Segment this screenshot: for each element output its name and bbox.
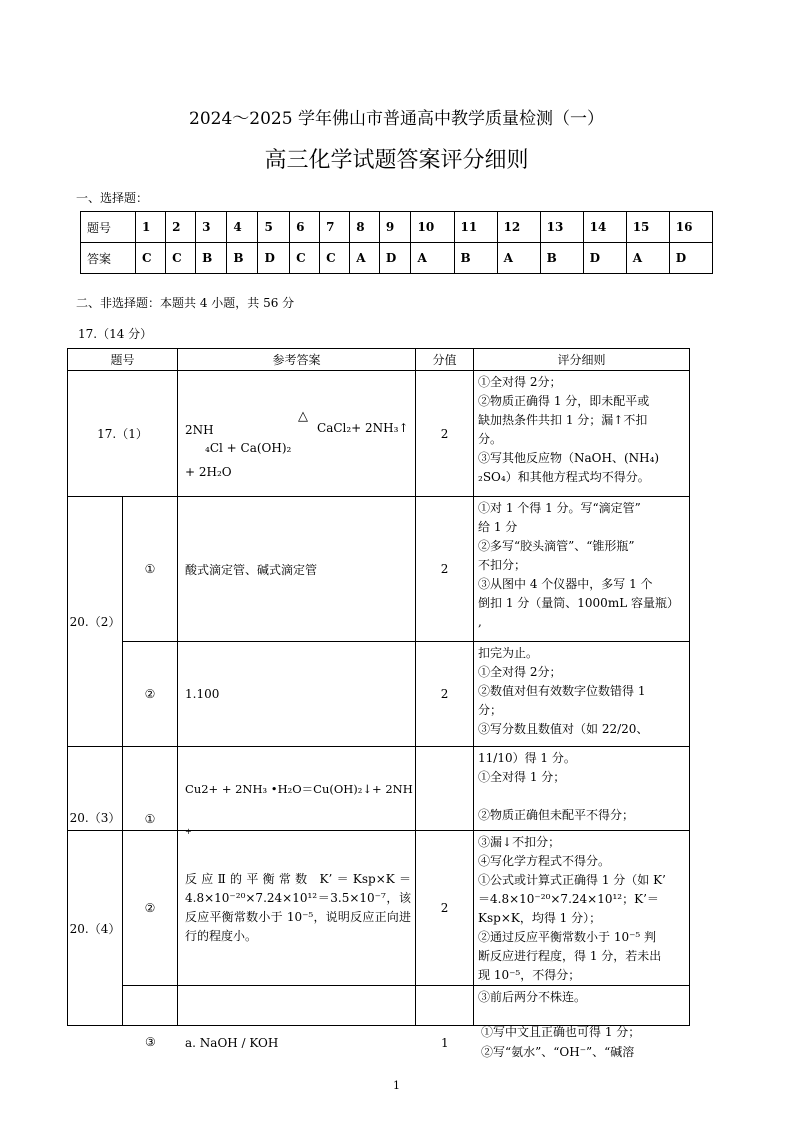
page-number: 1 [393,1079,400,1092]
answer-cell: D [583,243,626,274]
equation-part: + 2H₂O [185,465,232,479]
question-number-cell: 15 [626,212,669,243]
document-title: 2024～2025 学年佛山市普通高中教学质量检测（一） [189,109,604,129]
criteria-line: ②物质正确但未配平不得分； [478,808,635,822]
criteria-line: ③前后两分不株连。 [478,990,587,1004]
answer-cell: A [626,243,669,274]
table-row [68,747,690,831]
criteria-line: ②通过反应平衡常数小于 10⁻⁵ 判 [478,930,657,944]
answer-cell: A [497,243,540,274]
criteria-line: ①对 1 个得 1 分。写“滴定管” [478,501,641,515]
criteria-line: ③从图中 4 个仪器中，多写 1 个 [478,577,653,591]
sub-question: ③ [145,1035,156,1049]
criteria-line: 分； [478,703,503,717]
criteria-cell [474,642,690,747]
question-number-cell: 2 [166,212,196,243]
criteria-line: Ksp×K，均得 1 分）； [478,911,602,925]
question-number-cell: 8 [350,212,380,243]
section1-heading: 一、选择题： [76,191,149,205]
criteria-line: ②物质正确得 1 分，即未配平或 [478,394,650,408]
sub-question [123,986,178,1026]
answer-cell: C [166,243,196,274]
question-number-cell: 12 [497,212,540,243]
score-cell: 2 [416,497,474,642]
answer-cell: 反应Ⅱ的平衡常数 K’＝Ksp×K＝4.8×10⁻²⁰×7.24×10¹²＝3.5×10⁻⁷，该反应平衡常数小于 10⁻⁵，说明反应正向进行的程度小。 [178,831,416,986]
question-number-row [81,212,713,243]
question-number-cell: 16 [669,212,712,243]
answer-cell [178,747,416,836]
answer-cell: B [454,243,497,274]
criteria-cell [474,747,690,831]
table-row [68,831,690,986]
question-id: 20.（4） [68,831,123,1026]
answer-cell: 酸式滴定管、碱式滴定管 [178,497,416,642]
equation-part: 2NH [185,423,214,437]
answer-cell: D [379,243,411,274]
heating-triangle-icon: △ [298,409,309,424]
criteria-line: ①全对得 2分； [478,665,562,679]
table-row [68,986,690,1026]
question-number-cell: 9 [379,212,411,243]
table-row [68,497,690,642]
sub-question: ② [123,831,178,986]
criteria-line: ②写“氨水”、“OH⁻”、“碱溶 [481,1045,635,1059]
criteria-line: 给 1 分 [478,520,518,534]
table-row [68,642,690,747]
question-17-label: 17.（14 分） [78,327,153,341]
score-cell: 2 [416,831,474,986]
answer-cell: D [258,243,290,274]
question-number-cell: 7 [320,212,350,243]
criteria-line: 分。 [478,432,503,446]
question-id: 17.（1） [68,371,178,497]
criteria-line: ①全对得 2分； [478,375,562,389]
criteria-cell [474,831,690,986]
question-number-cell: 11 [454,212,497,243]
grading-table-header [68,349,690,371]
question-number-cell: 5 [258,212,290,243]
section2-heading: 二、非选择题：本题共 4 小题，共 56 分 [76,296,295,310]
criteria-line: ③写分数且数值对（如 22/20、 [478,722,649,736]
score-cell [416,747,474,831]
answer-cell: C [290,243,320,274]
question-id: 20.（3） [68,747,123,831]
answer-cell: D [669,243,712,274]
criteria-cell [481,1022,640,1062]
sub-question: ② [123,642,178,747]
equation: Cu2+ + 2NH₃ •H₂O＝Cu(OH)₂↓+ 2NH [185,781,413,796]
score-cell: 2 [416,642,474,747]
question-number-cell: 4 [227,212,258,243]
criteria-line: 现 10⁻⁵，不得分； [478,968,581,982]
question-id: 20.（2） [68,497,123,747]
criteria-line: ②多写“胶头滴管”、“锥形瓶” [478,539,635,553]
criteria-line: ①全对得 1 分； [478,770,566,784]
answer-cell: C [136,243,166,274]
choice-answer-table [80,211,713,274]
question-number-cell: 1 [136,212,166,243]
equation-part: CaCl₂+ 2NH₃↑ [317,421,409,435]
row-label-answer: 答案 [81,243,136,274]
document-subtitle: 高三化学试题答案评分细则 [264,148,529,173]
grading-table [67,348,690,1026]
criteria-line: ＝4.8×10⁻²⁰×7.24×10¹²；K’＝ [478,892,659,906]
answer-cell: A [411,243,454,274]
sub-question: ① [123,747,178,831]
criteria-line: ②数值对但有效数字位数错得 1 [478,684,646,698]
header-question: 题号 [68,349,178,371]
question-number-cell: 14 [583,212,626,243]
question-number-cell: 3 [196,212,227,243]
answer-cell: a. NaOH / KOH [185,1036,279,1050]
criteria-line: 扣完为止。 [478,646,539,660]
criteria-line: 缺加热条件共扣 1 分；漏↑不扣 [478,413,648,427]
row-label-question: 题号 [81,212,136,243]
criteria-line: ③漏↓不扣分； [478,835,561,849]
criteria-line: 断反应进行程度，得 1 分，若未出 [478,949,662,963]
criteria-cell [474,497,690,642]
answer-cell: B [227,243,258,274]
criteria-line: ①公式或计算式正确得 1 分（如 K’ [478,873,666,887]
equation-part: ₄Cl + Ca(OH)₂ [205,441,292,455]
score-cell: 2 [416,371,474,497]
answer-cell [178,371,416,497]
answer-cell: 1.100 [178,642,416,747]
criteria-cell [474,371,690,497]
criteria-line [478,787,689,806]
score-cell: 1 [441,1036,449,1050]
criteria-line: ₂SO₄）和其他方程式均不得分。 [478,470,650,484]
criteria-line: ①写中文且正确也可得 1 分； [481,1025,641,1039]
criteria-cell [474,986,690,1026]
criteria-line: ③写其他反应物（NaOH、(NH₄) [478,451,660,465]
equation-tail: + [185,827,192,836]
answer-cell [178,986,416,1026]
question-number-cell: 10 [411,212,454,243]
question-number-cell: 13 [540,212,583,243]
criteria-line: ④写化学方程式不得分。 [478,854,611,868]
question-number-cell: 6 [290,212,320,243]
answer-row [81,243,713,274]
answer-cell: B [540,243,583,274]
header-score: 分值 [416,349,474,371]
score-cell [416,986,474,1026]
header-answer: 参考答案 [178,349,416,371]
criteria-line: , [478,615,482,629]
answer-cell: C [320,243,350,274]
header-criteria: 评分细则 [474,349,690,371]
answer-cell: A [350,243,380,274]
criteria-line: 不扣分； [478,558,527,572]
criteria-line: 倒扣 1 分（量筒、1000mL 容量瓶） [478,596,679,610]
table-row [68,371,690,497]
criteria-line: 11/10）得 1 分。 [478,751,576,765]
answer-cell: B [196,243,227,274]
sub-question: ① [123,497,178,642]
